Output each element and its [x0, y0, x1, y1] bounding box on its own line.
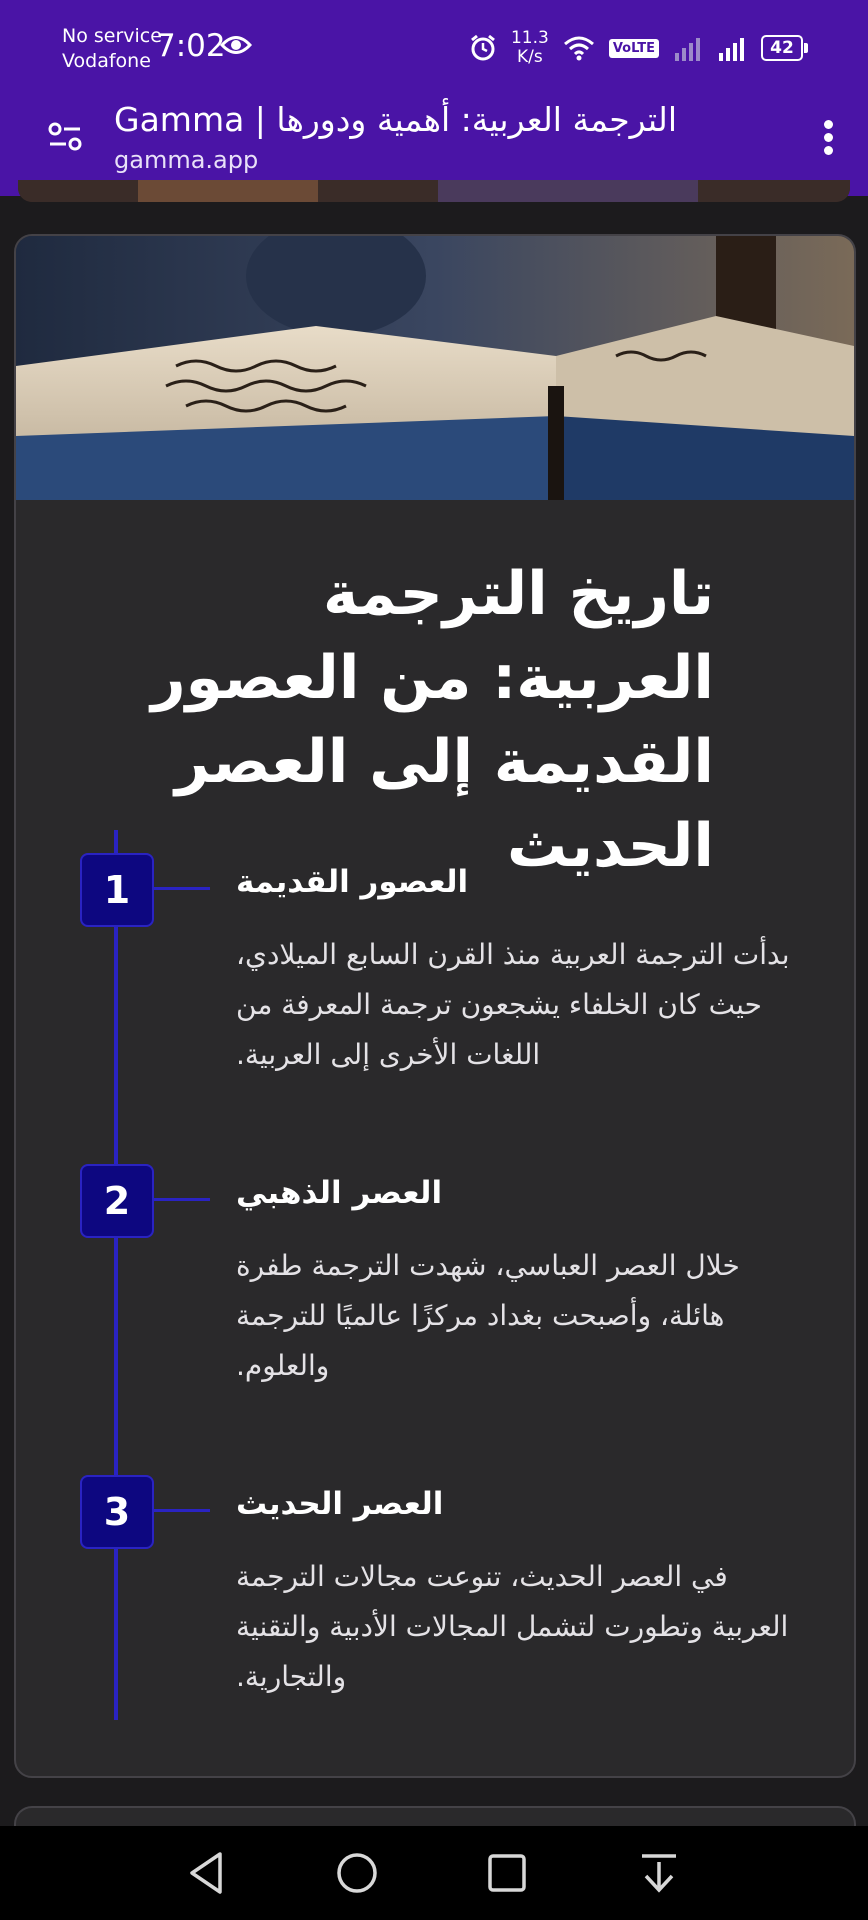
- signal-sim1-icon: [717, 35, 747, 61]
- speed-value: 11.3: [510, 28, 549, 48]
- carrier-line-1: No service: [62, 25, 162, 47]
- more-options-icon[interactable]: [824, 120, 834, 156]
- hero-image-open-book: [16, 236, 854, 500]
- system-nav-bar: [0, 1826, 868, 1920]
- page-url[interactable]: gamma.app: [114, 146, 259, 174]
- step-heading: العصر الذهبي: [236, 1175, 443, 1211]
- card-title: تاريخ الترجمة العربية: من العصور القديمة إلى العصر الحديث: [151, 559, 714, 881]
- alarm-icon: [469, 34, 497, 62]
- step-number-badge: 3: [80, 1475, 154, 1549]
- site-settings-icon[interactable]: [48, 122, 82, 152]
- back-icon[interactable]: [180, 1846, 234, 1900]
- previous-card-image-strip: [18, 180, 850, 202]
- clock: 7:02: [156, 28, 226, 64]
- signal-sim2-icon: [673, 35, 703, 61]
- status-icons: [469, 26, 808, 70]
- battery-icon: [761, 35, 808, 61]
- step-connector: [152, 1509, 210, 1512]
- carrier-line-2: Vodafone: [62, 50, 151, 72]
- previous-card-edge: [18, 180, 850, 202]
- step-description: في العصر الحديث، تنوعت مجالات الترجمة العربية وتطورت لتشمل المجالات الأدبية والتقنية والتجارية.: [236, 1560, 789, 1693]
- timeline-line: [114, 830, 118, 1720]
- wifi-icon: [563, 35, 595, 61]
- recents-icon[interactable]: [480, 1846, 534, 1900]
- step-heading: العصر الحديث: [236, 1486, 444, 1522]
- home-icon[interactable]: [330, 1846, 384, 1900]
- battery-level: 42: [761, 35, 803, 61]
- page-title[interactable]: Gamma | الترجمة العربية: أهمية ودورها: [114, 100, 677, 139]
- top-bar: [0, 0, 868, 196]
- status-bar: [0, 0, 868, 96]
- notification-pull-down-icon[interactable]: [632, 1846, 686, 1900]
- step-connector: [152, 1198, 210, 1201]
- step-description: خلال العصر العباسي، شهدت الترجمة طفرة هائلة، وأصبحت بغداد مركزًا عالميًا للترجمة والعلوم.: [236, 1249, 740, 1382]
- step-connector: [152, 887, 210, 890]
- network-speed: [511, 29, 549, 67]
- carrier-info: [62, 24, 162, 74]
- speed-unit: K/s: [517, 47, 543, 67]
- step-number-badge: 2: [80, 1164, 154, 1238]
- step-description: بدأت الترجمة العربية منذ القرن السابع الميلادي، حيث كان الخلفاء يشجعون ترجمة المعرفة من اللغات الأخرى إلى العربية.: [236, 938, 790, 1071]
- step-heading: العصور القديمة: [236, 864, 469, 900]
- volte-badge: VoLTE: [609, 39, 659, 58]
- eye-icon: [220, 34, 252, 56]
- step-number-badge: 1: [80, 853, 154, 927]
- history-card: [14, 234, 856, 1778]
